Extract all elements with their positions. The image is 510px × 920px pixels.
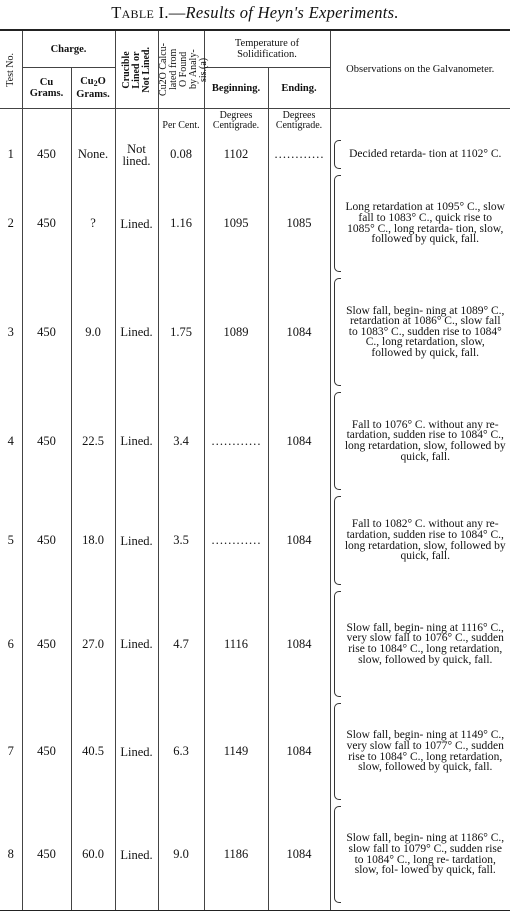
brace-mark <box>334 278 341 386</box>
header-observations: Observations on the Galvanometer. <box>330 30 510 109</box>
cell-cu2o-grams: 18.0 <box>71 493 115 588</box>
cell-cu-grams: 450 <box>22 493 71 588</box>
header-crucible: Crucible Lined or Not Lined. <box>115 30 158 109</box>
cell-observations <box>330 700 510 803</box>
cell-beginning-temp: ………… <box>204 493 268 588</box>
cell-test-no: 1 <box>0 137 22 172</box>
brace-mark <box>334 496 341 585</box>
cell-cu-grams: 450 <box>22 172 71 275</box>
cell-crucible: Lined. <box>115 275 158 389</box>
cell-cu2o-grams: 27.0 <box>71 588 115 700</box>
cell-observations <box>330 172 510 275</box>
cell-test-no: 5 <box>0 493 22 588</box>
header-charge: Charge. <box>22 30 115 68</box>
cell-cu-grams: 450 <box>22 389 71 493</box>
brace-mark <box>334 175 341 272</box>
cell-cu2o-percent: 6.3 <box>158 700 204 803</box>
cell-cu2o-percent: 3.5 <box>158 493 204 588</box>
brace-mark <box>334 140 341 169</box>
observation-text: Long retardation at 1095° C., slow fall to 1083° C., quick rise to 1085° C., long retarda- tion, slow, followed by quick, fall. <box>345 201 505 246</box>
cell-cu2o-grams: 60.0 <box>71 803 115 906</box>
cell-observations <box>330 803 510 906</box>
cell-beginning-temp: ………… <box>204 389 268 493</box>
table-title-emphasis: Results of Heyn's Experiments. <box>185 3 399 22</box>
results-table <box>0 29 510 911</box>
cell-cu-grams: 450 <box>22 803 71 906</box>
cell-cu2o-grams: ? <box>71 172 115 275</box>
header-test-no: Test No. <box>0 30 22 109</box>
cell-beginning-temp: 1116 <box>204 588 268 700</box>
header-cu2o-grams: $Cu_2O$ Grams. <box>71 68 115 109</box>
table-row <box>0 700 510 803</box>
brace-mark <box>334 591 341 697</box>
cell-beginning-temp: 1186 <box>204 803 268 906</box>
cell-cu2o-percent: 1.16 <box>158 172 204 275</box>
cell-test-no: 4 <box>0 389 22 493</box>
header-beginning: Beginning. <box>204 68 268 109</box>
observation-text: Decided retarda- tion at 1102° C. <box>349 148 502 161</box>
table-title-lead: Table I.— <box>111 3 186 22</box>
brace-mark <box>334 703 341 800</box>
cell-cu-grams: 450 <box>22 137 71 172</box>
cell-test-no: 3 <box>0 275 22 389</box>
table-body <box>0 131 510 911</box>
cell-crucible: Lined. <box>115 493 158 588</box>
cell-observations <box>330 275 510 389</box>
cell-cu2o-grams: 40.5 <box>71 700 115 803</box>
cell-crucible: Not lined. <box>115 137 158 172</box>
table-title <box>0 3 510 23</box>
table-row <box>0 389 510 493</box>
cell-crucible: Lined. <box>115 588 158 700</box>
observation-text: Fall to 1076° C. without any re- tardation, sudden rise to 1084° C., long retardation, slow, followed by quick, fall. <box>344 418 506 463</box>
cell-cu-grams: 450 <box>22 700 71 803</box>
cell-observations <box>330 389 510 493</box>
cell-cu-grams: 450 <box>22 588 71 700</box>
observation-text: Slow fall, begin- ning at 1186° C., slow fall to 1079° C., sudden rise to 1084° C., long re- tardation, slow, fol- lowed by quick, fall. <box>346 832 505 877</box>
cell-cu2o-percent: 0.08 <box>158 137 204 172</box>
units-beginning: Degrees Centigrade. <box>204 109 268 132</box>
cell-cu2o-percent: 9.0 <box>158 803 204 906</box>
units-per-cent: Per Cent. <box>158 109 204 132</box>
cell-ending-temp: 1084 <box>268 803 330 906</box>
cell-ending-temp: 1084 <box>268 493 330 588</box>
cell-ending-temp: 1084 <box>268 389 330 493</box>
table-row <box>0 137 510 172</box>
observation-text: Slow fall, begin- ning at 1149° C., very slow fall to 1077° C., sudden rise to 1084° C., long retardation, slow, followed by quick, fall. <box>346 729 505 774</box>
observation-text: Fall to 1082° C. without any re- tardation, sudden rise to 1084° C., long retardation, slow, followed by quick, fall. <box>344 518 506 563</box>
observation-text: Slow fall, begin- ning at 1116° C., very slow fall to 1076° C., sudden rise to 1084° C., long retardation, slow, followed by quick, fall. <box>346 621 504 666</box>
cell-ending-temp: ………… <box>268 137 330 172</box>
header-cu2o-calculated: Cu2O Calcu- lated from O Found by Analy- sis.(a) <box>158 30 204 109</box>
cell-crucible: Lined. <box>115 700 158 803</box>
cell-observations <box>330 137 510 172</box>
brace-mark <box>334 392 341 490</box>
cell-test-no: 7 <box>0 700 22 803</box>
cell-cu2o-grams: 22.5 <box>71 389 115 493</box>
cell-observations <box>330 493 510 588</box>
cell-beginning-temp: 1102 <box>204 137 268 172</box>
table-row <box>0 803 510 906</box>
cell-test-no: 6 <box>0 588 22 700</box>
cell-ending-temp: 1085 <box>268 172 330 275</box>
table-row <box>0 588 510 700</box>
table-header <box>0 30 510 131</box>
brace-mark <box>334 806 341 903</box>
header-cu-grams: Cu Grams. <box>22 68 71 109</box>
cell-observations <box>330 588 510 700</box>
cell-crucible: Lined. <box>115 172 158 275</box>
cell-crucible: Lined. <box>115 803 158 906</box>
table-row <box>0 275 510 389</box>
cell-ending-temp: 1084 <box>268 588 330 700</box>
cell-ending-temp: 1084 <box>268 700 330 803</box>
observation-text: Slow fall, begin- ning at 1089° C., retardation at 1086° C., slow fall to 1083° C., sudden rise to 1084° C., long retardation, slow, followed by quick, fall. <box>346 304 505 359</box>
cell-ending-temp: 1084 <box>268 275 330 389</box>
cell-beginning-temp: 1149 <box>204 700 268 803</box>
header-temperature: Temperature of Solidification. <box>204 30 330 68</box>
cell-beginning-temp: 1095 <box>204 172 268 275</box>
cell-beginning-temp: 1089 <box>204 275 268 389</box>
cell-cu2o-grams: 9.0 <box>71 275 115 389</box>
cell-cu2o-percent: 3.4 <box>158 389 204 493</box>
table-row <box>0 493 510 588</box>
cell-crucible: Lined. <box>115 389 158 493</box>
cell-test-no: 8 <box>0 803 22 906</box>
table-row <box>0 172 510 275</box>
cell-test-no: 2 <box>0 172 22 275</box>
cell-cu-grams: 450 <box>22 275 71 389</box>
header-ending: Ending. <box>268 68 330 109</box>
cell-cu2o-percent: 4.7 <box>158 588 204 700</box>
cell-cu2o-percent: 1.75 <box>158 275 204 389</box>
cell-cu2o-grams: None. <box>71 137 115 172</box>
units-ending: Degrees Centigrade. <box>268 109 330 132</box>
